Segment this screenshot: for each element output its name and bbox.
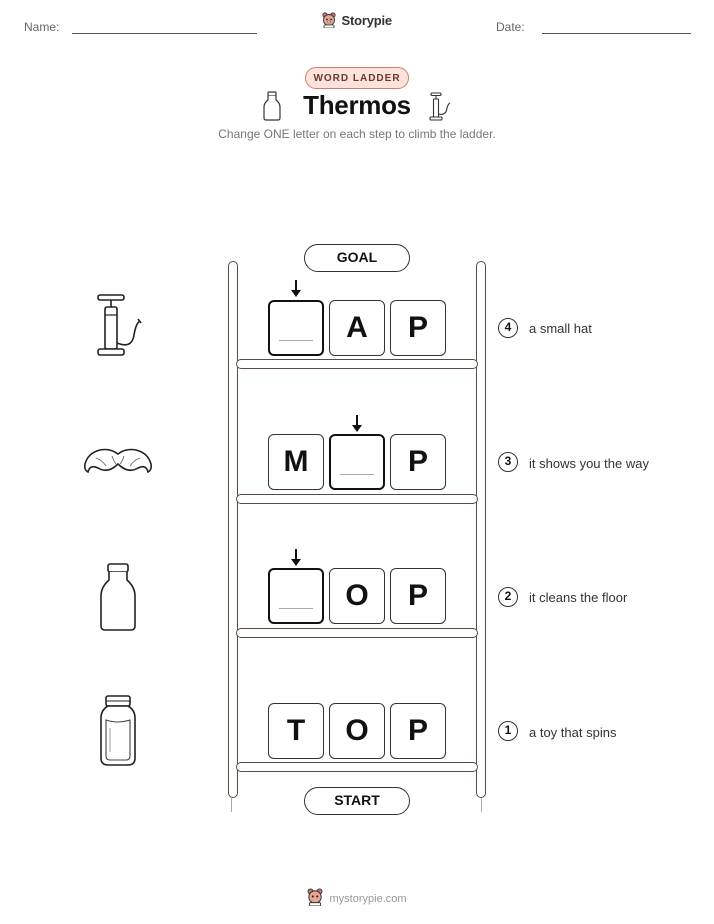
letter-tile: T [268,703,324,759]
step-number: 3 [498,452,518,472]
page-title: Thermos [303,90,411,120]
letter-tile: M [268,434,324,490]
letter-tile: P [390,300,446,356]
mustache-icon [82,446,154,483]
clue-text: it shows you the way [529,456,649,471]
date-line[interactable] [542,33,691,34]
ladder-rung [236,628,478,638]
milk-bottle-icon [98,562,138,637]
brand-logo [0,12,714,31]
letter-tile: A [329,300,385,356]
letter-tile: P [390,434,446,490]
date-label: Date: [496,20,525,34]
ladder-left-rail [228,261,238,798]
letter-tile: O [329,703,385,759]
letter-tile-blank[interactable] [268,568,324,624]
bear-logo-icon [307,888,323,909]
step-number: 1 [498,721,518,741]
start-label: START [304,787,410,815]
step-number: 2 [498,587,518,607]
bicycle-pump-icon [94,293,142,366]
footer [0,888,714,909]
title-bicycle-pump-icon [428,92,452,127]
ladder-right-rail [476,261,486,798]
letter-tile-blank[interactable] [268,300,324,356]
right-rail-foot [481,798,482,812]
name-label: Name: [24,20,60,34]
thermos-jar-icon [99,694,137,773]
left-rail-foot [231,798,232,812]
letter-tile: O [329,568,385,624]
letter-tile: P [390,703,446,759]
bear-logo-icon [322,12,336,31]
ladder-rung [236,359,478,369]
ladder-rung [236,762,478,772]
title-milk-bottle-icon [263,91,281,126]
clue-text: a toy that spins [529,725,617,740]
footer-site: mystorypie.com [329,893,407,905]
word-ladder-badge: WORD LADDER [305,67,409,89]
goal-label: GOAL [304,244,410,272]
clue-text: a small hat [529,321,592,336]
brand-name: Storypie [341,13,392,28]
name-line[interactable] [72,33,257,34]
instructions: Change ONE letter on each step to climb the ladder. [218,127,496,141]
step-number: 4 [498,318,518,338]
letter-tile: P [390,568,446,624]
clue-text: it cleans the floor [529,590,628,605]
ladder-rung [236,494,478,504]
letter-tile-blank[interactable] [329,434,385,490]
